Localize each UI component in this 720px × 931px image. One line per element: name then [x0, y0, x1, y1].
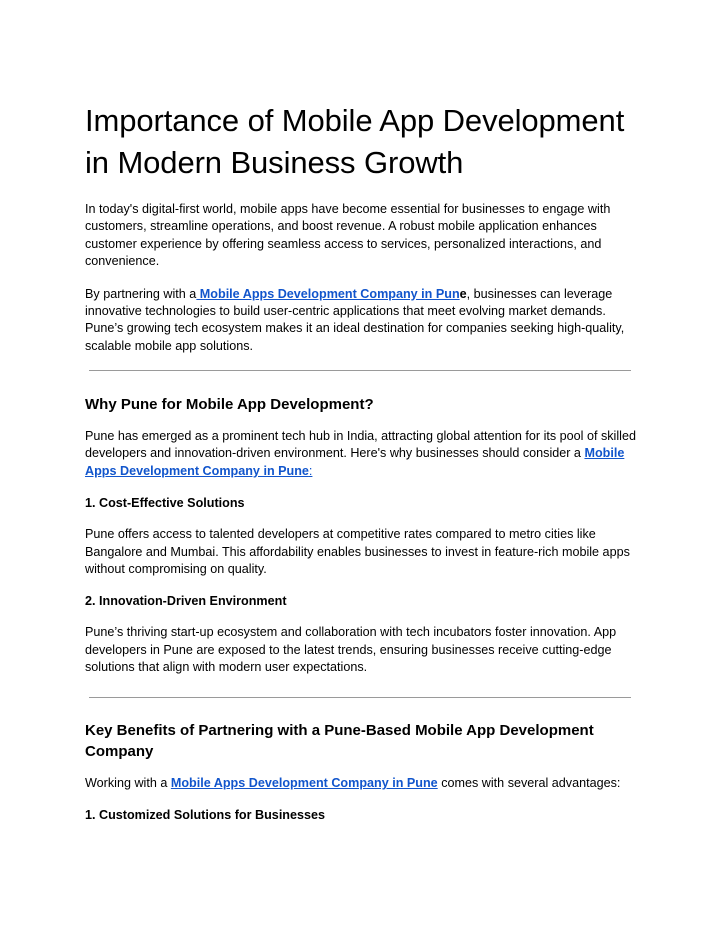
key-benefits-text-before: Working with a — [85, 776, 171, 790]
list-item-text: Pune’s thriving start-up ecosystem and collaboration with tech incubators foster innovation. App developers in Pune are exposed to the latest trends, ensuring businesses receive cutting-edge solutions that align with modern user expectations. — [85, 625, 617, 675]
section-why-pune — [85, 394, 637, 692]
mobile-apps-company-link[interactable]: Mobile Apps Development Company in Pune — [85, 446, 625, 478]
document-page — [85, 100, 637, 823]
section-heading: Key Benefits of Partnering with a Pune-Based Mobile App Development Company — [85, 722, 594, 760]
page-title: Importance of Mobile App Development in Modern Business Growth — [85, 103, 625, 180]
section-key-benefits — [85, 720, 637, 824]
why-pune-text-after: : — [308, 463, 313, 478]
why-pune-text-before: Pune has emerged as a prominent tech hub in India, attracting global attention for its pool of skilled developers and innovation-driven environment. Here's why businesses should consider a — [85, 429, 636, 461]
partnering-text-before: By partnering with a — [85, 286, 197, 301]
list-item-title: 2. Innovation-Driven Environment — [85, 594, 287, 609]
partnering-paragraph — [85, 286, 637, 356]
list-item-text: Pune offers access to talented developers at competitive rates compared to metro cities like Bangalore and Mumbai. This affordability enables businesses to invest in feature-rich mobile apps without compromising on quality. — [85, 527, 630, 577]
section-divider — [89, 370, 631, 371]
intro-paragraph: In today's digital-first world, mobile apps have become essential for businesses to engage with customers, streamline operations, and boost revenue. A robust mobile application enhances customer experience by offering seamless access to services, personalized interactions, and convenience. — [85, 202, 611, 269]
list-item-title: 1. Cost-Effective Solutions — [85, 496, 245, 511]
section-heading: Why Pune for Mobile App Development? — [85, 396, 374, 413]
partnering-bold-tail: e — [459, 286, 467, 301]
partnering-text-after: , businesses can leverage innovative technologies to build user-centric applications that meet evolving market demands. Pune’s growing tech ecosystem makes it an ideal destination for companies seeking high-quality, scalable mobile app solutions. — [85, 286, 625, 353]
why-pune-paragraph — [85, 428, 637, 480]
mobile-apps-company-link[interactable]: Mobile Apps Development Company in Pune — [170, 776, 438, 790]
mobile-apps-company-link[interactable]: Mobile Apps Development Company in Pun — [196, 286, 460, 301]
key-benefits-text-after: comes with several advantages: — [437, 776, 621, 790]
key-benefits-paragraph — [85, 775, 637, 792]
list-item-title: 1. Customized Solutions for Businesses — [85, 808, 326, 823]
section-divider — [89, 697, 631, 698]
